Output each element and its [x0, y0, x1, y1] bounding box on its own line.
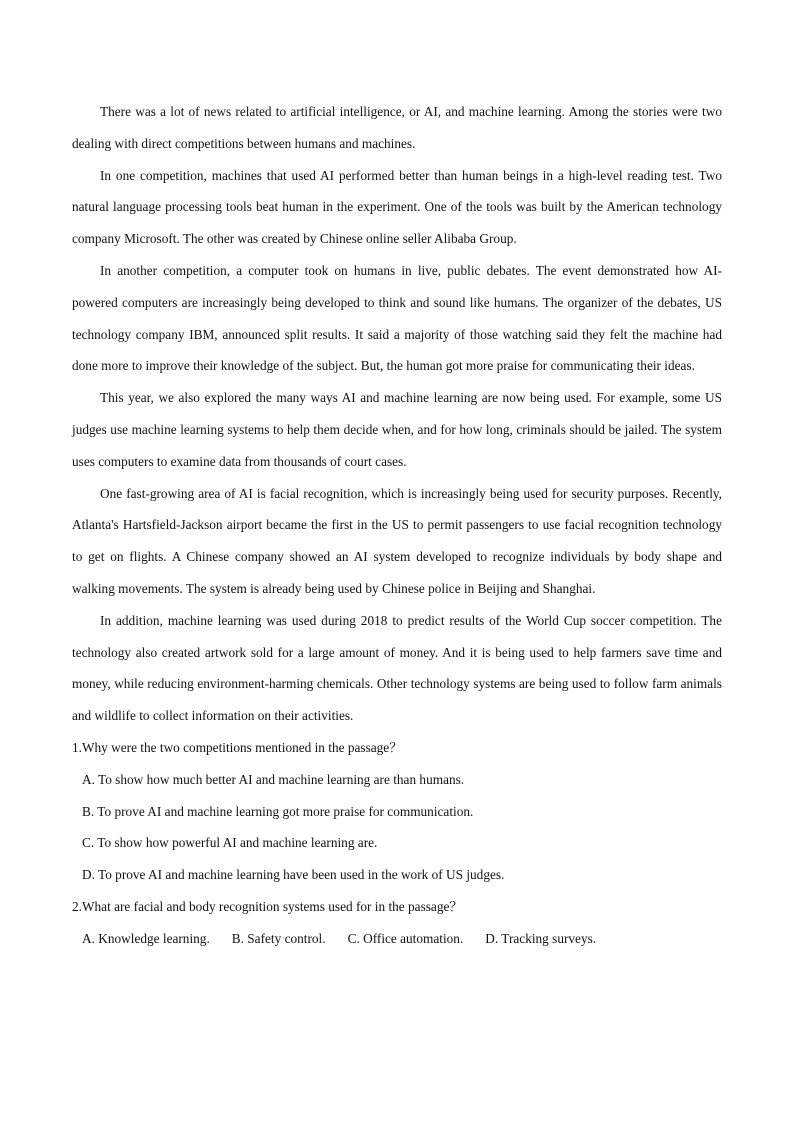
- document-page: [72, 96, 722, 955]
- passage-paragraph-1: There was a lot of news related to artificial intelligence, or AI, and machine learning. Among the stories were two dealing with direct competitions between humans and machines.: [72, 104, 722, 151]
- question-1-stem: 1.Why were the two competitions mentioned in the passage？: [72, 739, 403, 755]
- question-2-options: [72, 923, 722, 955]
- question-2-option-d: D. Tracking surveys.: [485, 930, 597, 946]
- question-1-option-a: A. To show how much better AI and machine learning are than humans.: [82, 771, 465, 787]
- passage-paragraph-6: In addition, machine learning was used during 2018 to predict results of the World Cup soccer competition. The technology also created artwork sold for a large amount of money. And it is being used to help farmers save time and money, while reducing environment-harming chemicals. Other technology systems are being used to follow farm animals and wildlife to collect information on their activities.: [72, 612, 722, 724]
- question-1-option-c: C. To show how powerful AI and machine learning are.: [82, 835, 378, 851]
- question-2-option-b: B. Safety control.: [231, 930, 326, 946]
- question-2-stem: 2.What are facial and body recognition systems used for in the passage？: [72, 898, 463, 914]
- passage-paragraph-3: In another competition, a computer took on humans in live, public debates. The event demonstrated how AI-powered computers are increasingly being developed to think and sound like humans. The organizer of the debates, US technology company IBM, announced split results. It said a majority of those watching said they felt the machine had done more to improve their knowledge of the subject. But, the human got more praise for communicating their ideas.: [72, 262, 722, 374]
- question-2-option-c: C. Office automation.: [347, 930, 464, 946]
- question-1-option-b: B. To prove AI and machine learning got more praise for communication.: [82, 803, 474, 819]
- passage-paragraph-2: In one competition, machines that used AI performed better than human beings in a high-level reading test. Two natural language processing tools beat human in the experiment. One of the tools was built by the American technology company Microsoft. The other was created by Chinese online seller Alibaba Group.: [72, 167, 722, 247]
- passage-paragraph-5: One fast-growing area of AI is facial recognition, which is increasingly being used for security purposes. Recently, Atlanta's Hartsfield-Jackson airport became the first in the US to permit passengers to use facial recognition technology to get on flights. A Chinese company showed an AI system developed to recognize individuals by body shape and walking movements. The system is already being used by Chinese police in Beijing and Shanghai.: [72, 485, 722, 596]
- question-2-option-a: A. Knowledge learning.: [82, 930, 210, 946]
- passage-paragraph-4: This year, we also explored the many ways AI and machine learning are now being used. For example, some US judges use machine learning systems to help them decide when, and for how long, criminals should be jailed. The system uses computers to examine data from thousands of court cases.: [72, 390, 722, 469]
- question-1-option-d: D. To prove AI and machine learning have been used in the work of US judges.: [82, 867, 505, 883]
